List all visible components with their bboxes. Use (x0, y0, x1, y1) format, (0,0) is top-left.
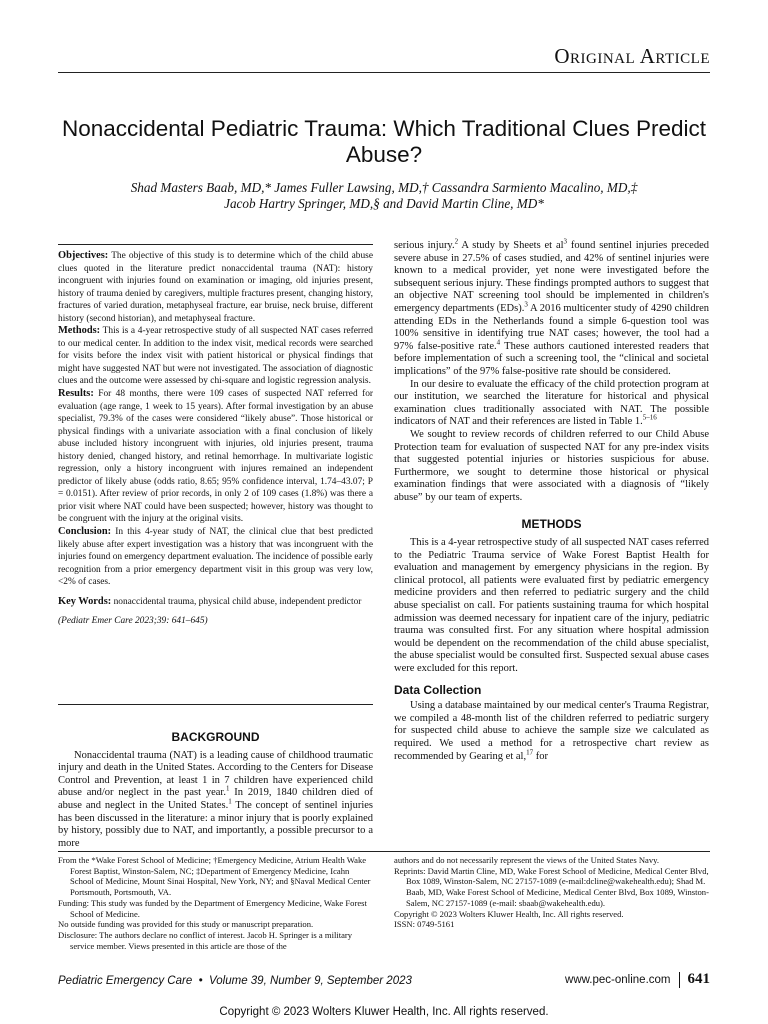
author-list (58, 180, 710, 212)
background-text-2: In 2019, 1840 children died of abuse and neglect in the United States. (58, 787, 373, 811)
abstract-top-rule (58, 244, 373, 245)
data-collection-paragraph (394, 700, 709, 763)
abstract-objectives (58, 250, 373, 325)
conclusion-text: In this 4-year study of NAT, the clinical clue that best predicted likely abuse after expert investigation was a history that was incongruent with the injuries found on emergency department evaluation. The incidence of possible early recognition from a prior emergency department visit in this group was very low, <2% of cases. (58, 527, 373, 588)
right-text: A study by Sheets et al (458, 240, 564, 251)
abstract-results (58, 388, 373, 526)
ref-superscript: 1 (228, 797, 232, 806)
authors-line-2: Jacob Hartry Springer, MD,§ and David Martin Cline, MD* (224, 196, 544, 211)
footer-right (565, 971, 710, 988)
right-text: for (533, 750, 548, 762)
ref-superscript: 1 (225, 784, 230, 793)
authors-line-1: Shad Masters Baab, MD,* James Fuller Lawsing, MD,† Cassandra Sarmiento Macalino, MD,‡ (130, 180, 638, 195)
ref-superscript: 3 (524, 300, 528, 309)
background-text-3: The concept of sentinel injuries has been discussed in the literature: a minor injury that is poorly explained by history, possibly due to NAT, and importantly, a possible precursor to a more (58, 799, 373, 849)
abstract-bottom-rule (58, 704, 373, 705)
keywords-label: Key Words: (58, 595, 112, 607)
ref-superscript: 2 (454, 237, 459, 246)
results-text: For 48 months, there were 109 cases of suspected NAT referred for evaluation (age range, 1 week to 15 years). After formal investigation by an abuse specialist, 79.3% of the cases were considered “likely abuse”. Those historical or physical findings with a univariate association with a final conclusion of likely abuse included history incongruent with injuries, old injuries present, trauma history denied, changed history, and retinal hemorrhage. In multivariate logistic regression, only a history incongruent with injures remained an independent predictor of likely abuse (odds ratio, 8.65; 95% confidence interval, 1.74–43.07; P = 0.0151). After review of prior records, in only 2 of 109 cases (1.8%) was there a prior visit where NAT could have been suspected; however, history was thought to be congruent with the injury at the original visits. (58, 389, 374, 525)
objectives-label: Objectives: (58, 250, 109, 261)
footnote-reprints: Reprints: David Martin Cline, MD, Wake Forest School of Medicine, Medical Center Blvd, Box 1089, Winston-Salem, NC 27157-1089 (e-mail:dcline@wakehealth.edu); Shad M. Baab, MD, Wake Forest School of Medicine, Medical Center Blvd, Box 1089, Winston-Salem, NC 27157-1089 (e-mail: sbaab@wakehealth.edu). (394, 865, 709, 908)
footnote-disclosure-cont: authors and do not necessarily represent the views of the United States Navy. (394, 855, 660, 865)
footnote-disclosure: Disclosure: The authors declare no conflict of interest. Jacob H. Springer is a military service member. Views presented in this article are those of the (58, 929, 353, 951)
page-copyright: Copyright © 2023 Wolters Kluwer Health, Inc. All rights reserved. (219, 1006, 549, 1018)
abstract-citation (58, 615, 373, 628)
data-collection-heading: Data Collection (394, 682, 482, 697)
footer-site-link[interactable]: www.pec-online.com (565, 973, 671, 986)
footnote-affiliations: From the *Wake Forest School of Medicine; †Emergency Medicine, Atrium Health Wake Forest Baptist, Winston-Salem, NC; ‡Department of Emergency Medicine, Icahn School of Medicine, Mount Sinai Hospital, New York, NY; and §Naval Medical Center Portsmouth, Portsmouth, VA. (58, 855, 371, 898)
footnote-copyright: Copyright © 2023 Wolters Kluwer Health, Inc. All rights reserved. (394, 908, 624, 919)
right-text: found sentinel injuries preceded severe abuse in 27.5% of cases studied, and 42% of sentinel injuries were known to a medical provider, yet none were investigated before the subsequent serious injury. These findings prompted authors to suggest that an objective NAT screening tool should be implemented in children's emergency departments (EDs). (394, 240, 709, 314)
header-rule (58, 72, 710, 73)
footer-divider (679, 972, 680, 988)
right-paragraph-3: We sought to review records of children referred to our Child Abuse Protection team for evaluation of suspected NAT for any pre-index visits that suggested potential injuries or histories suspicious for abuse. Furthermore, we sought to determine those historical or physical examination findings that were associated with a diagnosis of “likely abuse” by our team of experts. (394, 428, 709, 503)
right-text: In our desire to evaluate the efficacy of the child protection program at our institution, we searched the literature for historical and physical examination clues traditionally associated with NAT. The possible indicators of NAT and their references are listed in Table 1. (394, 378, 709, 428)
methods-paragraph: This is a 4-year retrospective study of all suspected NAT cases referred to the Pediatric Trauma service of Wake Forest Baptist Health for evaluation and management by emergency physicians in the region. By clinical protocol, all patients were evaluated first by pediatric emergency medicine providers and then referred to pediatric surgery and the child abuse specialist on call. For patients sustaining trauma for which hospital admission was deemed necessary for inpatient care of the injury, pediatric trauma was consulted first. For any situation where hospital admission would be dependent on the recommendation of the child abuse specialist, the abuse specialist would be consulted first. Suspected sexual abuse cases were excluded for this report. (394, 537, 709, 674)
abstract-conclusion (58, 526, 373, 589)
ref-superscript: 5–16 (642, 413, 657, 422)
background-paragraph (58, 750, 373, 851)
footnotes-right (394, 855, 710, 930)
methods-text: This is a 4-year retrospective study of all suspected NAT cases referred to our medical center. In addition to the index visit, medical records were searched for visits before the index visit with patient historical or physical findings that might have suggested NAT but were not investigated. The association of diagnostic clues and the outcome were assessed by chi-square and logistic regression analysis. (58, 326, 373, 387)
right-text: Using a database maintained by our medical center's Trauma Registrar, we compiled a 48-month list of the children referred to pediatric surgery for suspected child abuse to achieve the sample size we calculated as required. We used a method for a retrospective chart review as recommended by Gearing et al, (394, 700, 709, 762)
conclusion-label: Conclusion: (58, 526, 112, 538)
methods-heading: METHODS (521, 517, 582, 532)
results-label: Results: (58, 388, 94, 400)
footnote-issn: ISSN: 0749-5161 (394, 919, 455, 930)
ref-superscript: 17 (526, 748, 534, 757)
abstract-methods (58, 325, 373, 388)
background-text-1: Nonaccidental trauma (NAT) is a leading cause of childhood traumatic injury and death in the United States. According to the Centers for Disease Control and Prevention, at least 1 in 7 children have experienced child abuse and/or neglect in the past year. (58, 749, 373, 799)
abstract-keywords (58, 596, 373, 609)
left-column-body (58, 731, 373, 850)
right-text: serious injury. (394, 240, 455, 251)
right-column-body (394, 237, 710, 763)
footnotes-left (58, 855, 373, 951)
footnote-no-outside-funding: No outside funding was provided for this study or manuscript preparation. (58, 919, 314, 930)
section-label: Original Article (554, 44, 710, 68)
keywords-text: nonaccidental trauma, physical child abuse, independent predictor (113, 596, 362, 607)
ref-superscript: 3 (563, 237, 568, 246)
footnote-funding: Funding: This study was funded by the Department of Emergency Medicine, Wake Forest School of Medicine. (58, 897, 367, 919)
right-text: A 2016 multicenter study of 4290 children attending EDs in the Netherlands found a simple 6-question tool was 100% sensitive in identifying true NAT cases; however, the tool had a 97% false-positive rate. (394, 302, 709, 352)
article-title: Nonaccidental Pediatric Trauma: Which Traditional Clues Predict Abuse? (61, 116, 707, 167)
ref-superscript: 4 (496, 338, 501, 347)
footnote-rule (58, 851, 710, 852)
right-paragraph-1 (394, 237, 710, 379)
right-text: These authors cautioned interested readers that before implementation of such a screening tool, the “clinical and societal implications” of the 97% false-positive rate should be considered. (394, 340, 710, 377)
citation-text: (Pediatr Emer Care 2023;39: 641–645) (58, 616, 208, 627)
methods-label: Methods: (58, 325, 101, 337)
objectives-text: The objective of this study is to determine which of the child abuse clues quoted in the literature predict nonaccidental trauma (NAT): history incongruent with injuries found on examination or imaging, old injuries present, history of trauma denied by caregivers, multiple fractures present, changing history, fractures of varied duration, metaphyseal fracture, ear bruise, neck bruise, different history (second historian), and metaphyseal fracture. (58, 251, 373, 324)
page-number: 641 (687, 971, 710, 987)
footer-journal-info: Pediatric Emergency Care • Volume 39, Number 9, September 2023 (58, 975, 412, 987)
abstract (58, 250, 373, 628)
background-heading: BACKGROUND (171, 730, 260, 744)
right-paragraph-2 (394, 379, 709, 429)
